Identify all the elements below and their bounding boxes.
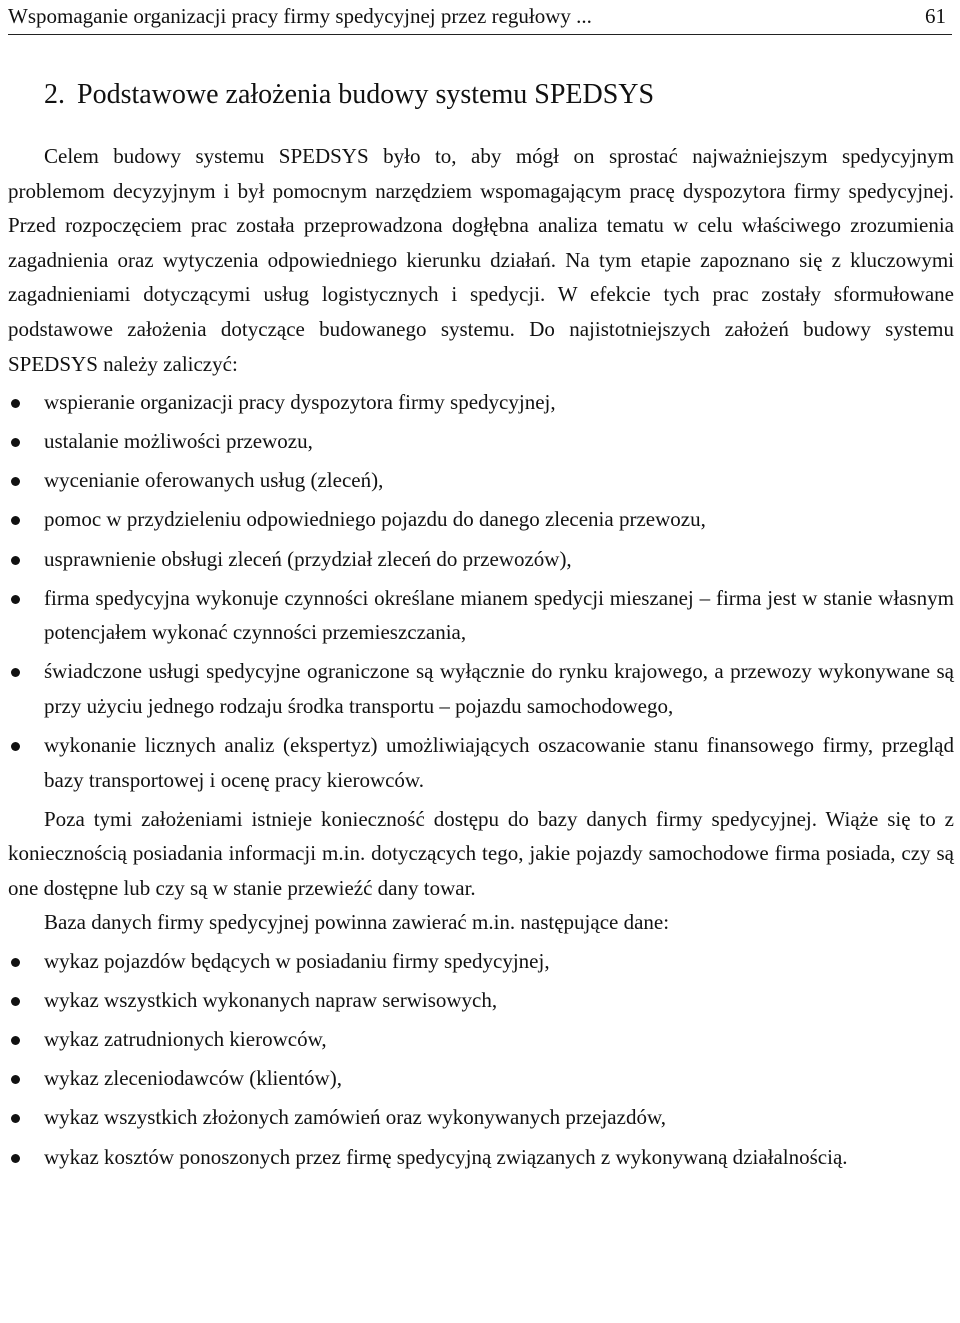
list-item-text: świadczone usługi spedycyjne ograniczone są wyłącznie do rynku krajowego, a przewozy wykonywane są przy użyciu jednego rodzaju środka transportu – pojazdu samochodowego,: [44, 659, 954, 718]
list-item-text: wykaz pojazdów będących w posiadaniu firmy spedycyjnej,: [44, 949, 550, 974]
list-item: [8, 463, 954, 498]
list-item: [8, 1140, 954, 1175]
intro-paragraph: Celem budowy systemu SPEDSYS było to, aby mógł on sprostać najważniejszym spedycyjnym problemom decyzyjnym i był pomocnym narzędziem wspomagającym pracę dyspozytora firmy spedycyjnej. Przed rozpoczęciem prac została przeprowadzona dogłębna analiza tematu w celu właściwego zrozumienia zagadnienia oraz wytyczenia odpowiedniego kierunku działań. Na tym etapie zapoznano się z kluczowymi zagadnieniami dotyczącymi usług logistycznych i spedycji. W efekcie tych prac zostały sformułowane podstawowe założenia dotyczące budowanego systemu. Do najistotniejszych założeń budowy systemu SPEDSYS należy zaliczyć:: [8, 144, 954, 376]
bullet-icon: [11, 1036, 20, 1045]
bullet-icon: [11, 399, 20, 408]
list-item-text: wykaz zleceniodawców (klientów),: [44, 1066, 342, 1091]
running-header: [8, 0, 952, 35]
section-number: 2.: [44, 78, 65, 110]
database-items-list: [8, 944, 954, 1174]
bullet-icon: [11, 668, 20, 677]
list-item: [8, 1061, 954, 1096]
bullet-icon: [11, 1154, 20, 1163]
list-item: [8, 542, 954, 577]
list-item-text: wykonanie licznych analiz (ekspertyz) umożliwiających oszacowanie stanu finansowego firmy, przegląd bazy transportowej i ocenę pracy kierowców.: [44, 733, 954, 792]
list-item-text: wspieranie organizacji pracy dyspozytora firmy spedycyjnej,: [44, 390, 556, 415]
list-item: [8, 385, 954, 420]
list-item: [8, 944, 954, 979]
list-item-text: pomoc w przydzieleniu odpowiedniego pojazdu do danego zlecenia przewozu,: [44, 507, 706, 532]
section-title: Podstawowe założenia budowy systemu SPEDSYS: [77, 78, 655, 110]
list-item-text: wykaz wszystkich wykonanych napraw serwisowych,: [44, 988, 498, 1013]
list-item: [8, 502, 954, 537]
list-item-text: wykaz zatrudnionych kierowców,: [44, 1027, 327, 1052]
list-item: [8, 581, 954, 650]
database-access-paragraph: Poza tymi założeniami istnieje konieczność dostępu do bazy danych firmy spedycyjnej. Wiąże się to z koniecznością posiadania informacji m.in. dotyczących tego, jakie pojazdy samochodowe firma posiada, czy są one dostępne lub czy są w stanie przewieźć dany towar.: [8, 806, 954, 900]
list-item: [8, 728, 954, 797]
list-item-text: wykaz wszystkich złożonych zamówień oraz wykonywanych przejazdów,: [44, 1105, 666, 1130]
list-item-text: wykaz kosztów ponoszonych przez firmę spedycyjną związanych z wykonywaną działalnością.: [44, 1144, 848, 1169]
running-header-title: Wspomaganie organizacji pracy firmy spedycyjnej przez regułowy ...: [8, 4, 592, 28]
database-contents-paragraph: Baza danych firmy spedycyjnej powinna zawierać m.in. następujące dane:: [44, 910, 670, 935]
bullet-icon: [11, 477, 20, 486]
list-item: [8, 424, 954, 459]
bullet-icon: [11, 997, 20, 1006]
list-item-text: wycenianie oferowanych usług (zleceń),: [44, 468, 384, 493]
assumptions-list: [8, 385, 954, 797]
bullet-icon: [11, 595, 20, 604]
list-item-text: ustalanie możliwości przewozu,: [44, 429, 313, 454]
bullet-icon: [11, 556, 20, 565]
page-number: 61: [925, 4, 946, 28]
section-heading: [44, 75, 654, 115]
bullet-icon: [11, 742, 20, 751]
page-body: [8, 139, 954, 1179]
bullet-icon: [11, 1075, 20, 1084]
list-item: [8, 983, 954, 1018]
bullet-icon: [11, 958, 20, 967]
bullet-icon: [11, 1114, 20, 1123]
list-item: [8, 1100, 954, 1135]
list-item-text: usprawnienie obsługi zleceń (przydział zleceń do przewozów),: [44, 546, 572, 571]
bullet-icon: [11, 516, 20, 525]
list-item-text: firma spedycyjna wykonuje czynności określane mianem spedycji mieszanej – firma jest w stanie własnym potencjałem wykonać czynności przemieszczania,: [44, 585, 954, 645]
list-item: [8, 1022, 954, 1057]
bullet-icon: [11, 438, 20, 447]
list-item: [8, 654, 954, 723]
